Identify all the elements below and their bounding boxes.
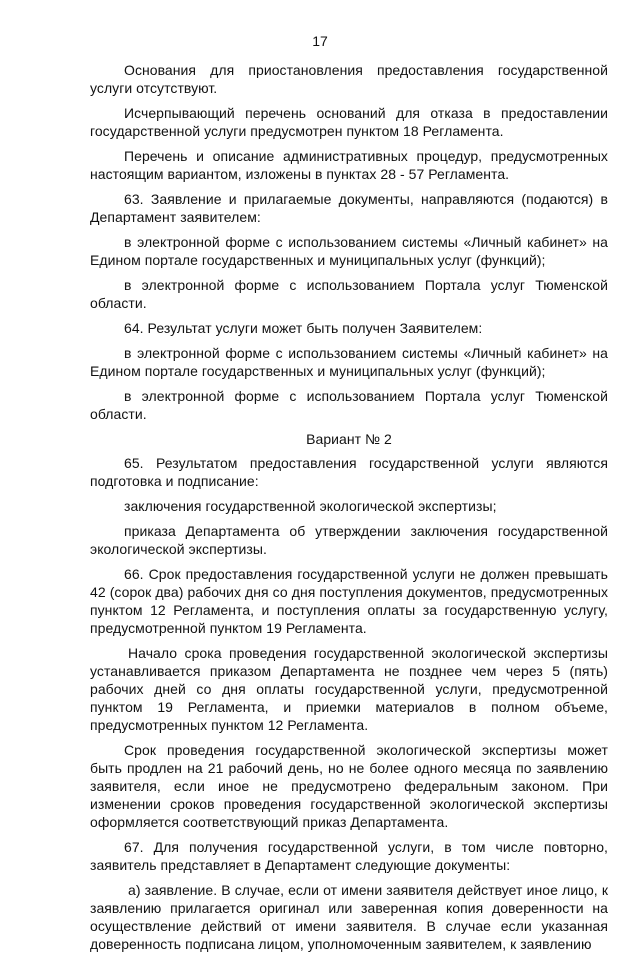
paragraph: в электронной форме с использованием системы «Личный кабинет» на Едином портале государственных и муниципальных услуг (функций); [90,234,608,268]
paragraph: Исчерпывающий перечень оснований для отказа в предоставлении государственной услуги предусмотрен пунктом 18 Регламента. [90,105,608,139]
paragraph: 64. Результат услуги может быть получен Заявителем: [124,320,483,336]
paragraph: 67. Для получения государственной услуги, в том числе повторно, заявитель представляет в Департамент следующие документы: [90,839,608,873]
paragraph: а) заявление. В случае, если от имени заявителя действует иное лицо, к заявлению прилагается оригинал или заверенная копия доверенности на осуществление действий от имени заявителя. В случае если указанная доверенность подписана лицом, уполномоченным заявителем, к заявлению [90,882,608,952]
paragraph: приказа Департамента об утверждении заключения государственной экологической экспертизы. [90,523,608,557]
section-heading: Вариант № 2 [306,431,392,447]
paragraph: Срок проведения государственной экологической экспертизы может быть продлен на 21 рабочий день, но не более одного месяца по заявлению заявителя, если иное не предусмотрено федеральным законом. При изменении сроков проведения государственной экологической экспертизы оформляется соответствующий приказ Департамента. [90,742,608,830]
paragraph: 66. Срок предоставления государственной услуги не должен превышать 42 (сорок два) рабочих дня со дня поступления документов, предусмотренных пунктом 12 Регламента, и поступления оплаты за государственную услугу, предусмотренной пунктом 19 Регламента. [90,566,608,636]
paragraph: в электронной форме с использованием системы «Личный кабинет» на Едином портале государственных и муниципальных услуг (функций); [90,345,608,379]
document-body [90,61,608,960]
paragraph: Начало срока проведения государственной экологической экспертизы устанавливается приказом Департамента не позднее чем через 5 (пять) рабочих дней со дня оплаты государственной услуги, предусмотренной пунктом 19 Регламента, и приемки материалов в полном объеме, предусмотренных пунктом 12 Регламента. [90,645,608,733]
paragraph: заключения государственной экологической экспертизы; [124,498,497,514]
paragraph: Перечень и описание административных процедур, предусмотренных настоящим вариантом, изложены в пунктах 28 - 57 Регламента. [90,148,608,182]
paragraph: в электронной форме с использованием Портала услуг Тюменской области. [90,388,608,422]
paragraph: в электронной форме с использованием Портала услуг Тюменской области. [90,277,608,311]
paragraph: 63. Заявление и прилагаемые документы, направляются (подаются) в Департамент заявителем: [90,191,608,225]
page-number: 17 [312,33,328,49]
paragraph: Основания для приостановления предоставления государственной услуги отсутствуют. [90,62,608,96]
paragraph: 65. Результатом предоставления государственной услуги являются подготовка и подписание: [90,455,608,489]
